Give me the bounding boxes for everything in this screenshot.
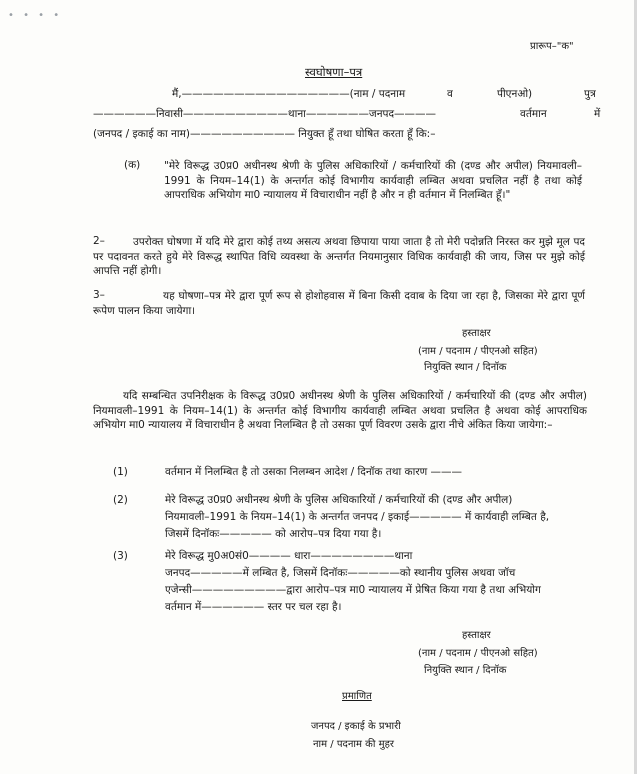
intro-line1-va: व [447, 88, 453, 100]
conditional-paragraph: यदि सम्बन्धित उपनिरीक्षक के विरूद्ध उ0प्र0 अधीनस्थ श्रेणी के पुलिस अधिकारियों / कर्मचारियों की (दण्ड और अपील) नियमावली–1991 के नियम–14(1) के अन्तर्गत कोई विभागीय कार्यवाही लम्बित अथवा प्रचलित है अथवा कोई आपराधिक अभियोग मा0 न्यायालय में विचाराधीन है अथवा निलम्बित है तो उसका पूर्ण विवरण उसके द्वारा नीचे अंकित किया जायेगा:– [93, 390, 587, 431]
signature1-posting: नियुक्ति स्थान / दिनॉक [424, 362, 507, 373]
scan-dots: • • • • [8, 10, 63, 21]
intro-line3: (जनपद / इकाई का नाम)—————————— नियुक्त हूँ तथा घोषित करता हूँ कि:– [93, 128, 436, 140]
item2-line3: जिसमें दिनॉकः————— को आरोप–पत्र दिया गया है। [165, 528, 382, 540]
intro-line1-name: मैं,————————————————(नाम / पदनाम [172, 88, 406, 100]
signature1-label: हस्ताक्षर [462, 328, 491, 339]
attested-line2: नाम / पदनाम की मुहर [313, 739, 394, 750]
signature1-name: (नाम / पदनाम / पीएनओ सहित) [418, 346, 538, 357]
intro-line2-address: ——————निवासी——————————थाना——————जनपद———— [93, 108, 437, 120]
para3-number: 3– [93, 289, 105, 301]
intro-line1-putra: पुत्र [584, 88, 596, 100]
para2-number: 2– [93, 235, 105, 247]
item2-number: (2) [113, 494, 128, 506]
item3-line1: मेरे विरूद्ध मु0अ0सं0———— धारा————————थाना [165, 550, 413, 562]
document-title: स्वघोषणा–पत्र [305, 65, 363, 79]
item3-number: (3) [113, 550, 128, 562]
attested-line1: जनपद / इकाई के प्रभारी [311, 721, 401, 732]
item3-line3: एजेन्सी—————————द्वारा आरोप–पत्र मा0 न्यायालय में प्रेषित किया गया है तथा अभियोग [165, 584, 541, 596]
form-label: प्रारूप–"क" [530, 41, 574, 52]
item3-line4: वर्तमान में—————— स्तर पर चल रहा है। [165, 601, 342, 613]
item1-number: (1) [113, 466, 128, 478]
signature2-label: हस्ताक्षर [462, 630, 491, 641]
intro-line2-vartaman: वर्तमान [520, 108, 547, 120]
intro-line2-mein: में [594, 108, 601, 120]
item3-line2: जनपद—————में लम्बित है, जिसमें दिनॉकः—————को स्थानीय पुलिस अथवा जॉच [165, 567, 516, 579]
para3-text: यह घोषणा–पत्र मेरे द्वारा पूर्ण रूप से होशोहवास में बिना किसी दवाब के दिया जा रहा है, जिसका मेरे द्वारा पूर्ण रूपेण पालन किया जायेगा। [93, 290, 585, 317]
clause-ka-marker: (क) [124, 159, 141, 171]
signature2-name: (नाम / पदनाम / पीएनओ सहित) [418, 648, 538, 659]
attested-heading: प्रमाणित [342, 691, 372, 702]
item1-line1: वर्तमान में निलम्बित है तो उसका निलम्बन आदेश / दिनॉक तथा कारण ——— [165, 466, 463, 478]
signature2-posting: नियुक्ति स्थान / दिनॉक [424, 665, 507, 676]
intro-line1-pino: पीएनओ) [497, 88, 533, 100]
clause-ka-text: "मेरे विरूद्ध उ0प्र0 अधीनस्थ श्रेणी के पुलिस अधिकारियों / कर्मचारियों की (दण्ड और अपील) नियमावली–1991 के नियम–14(1) के अन्तर्गत कोई विभागीय कार्यवाही लम्बित अथवा प्रचलित नहीं है तथा कोई आपराधिक अभियोग मा0 न्यायालय में विचाराधीन नहीं है और न ही वर्तमान में निलम्बित हूँ।" [164, 160, 582, 201]
para2-text: उपरोक्त घोषणा में यदि मेरे द्वारा कोई तथ्य असत्य अथवा छिपाया पाया जाता है तो मेरी पदोन्नति निरस्त कर मुझे मूल पद पर पदावनत करते हुये मेरे विरूद्ध स्थापित विधि व्यवस्था के अन्तर्गत नियमानुसार विधिक कार्यवाही की जाय, जिस पर मुझे कोई आपत्ति नहीं होगी। [93, 236, 585, 277]
item2-line1: मेरे विरूद्ध उ0प्र0 अधीनस्थ श्रेणी के पुलिस अधिकारियों / कर्मचारियों की (दण्ड और अपील) [165, 494, 513, 506]
item2-line2: नियमावली–1991 के नियम–14(1) के अन्तर्गत जनपद / इकाई————— में कार्यवाही लम्बित है, [165, 511, 550, 523]
